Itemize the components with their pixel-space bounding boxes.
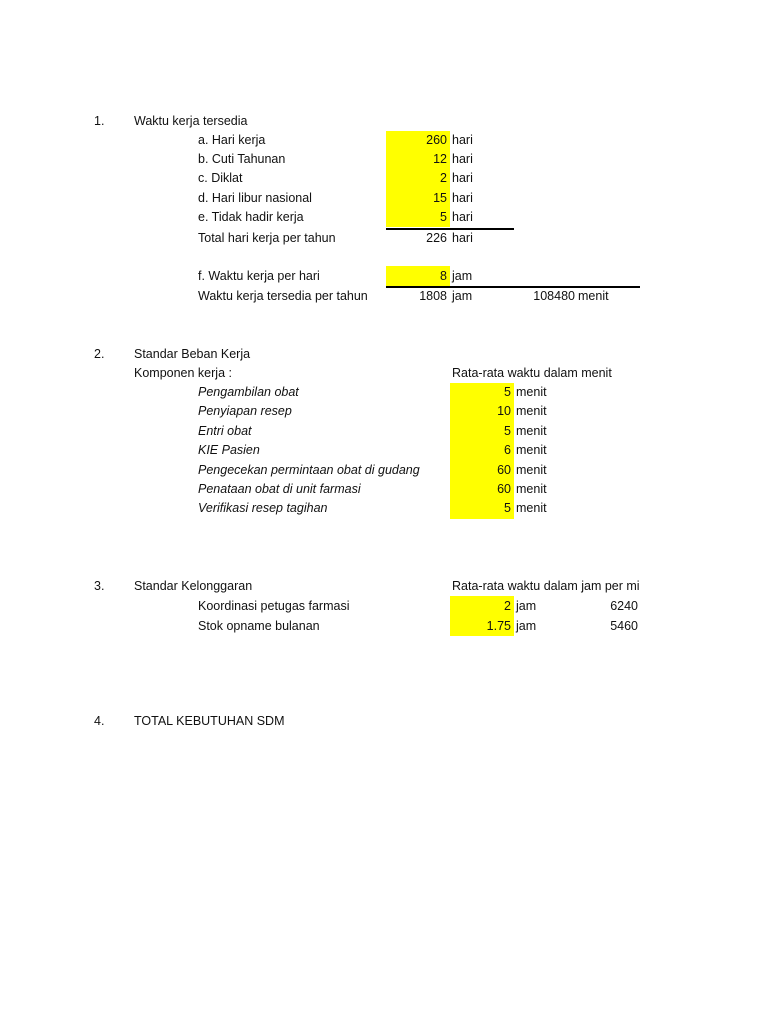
section-1-number: 1. [94, 114, 105, 128]
component-label: Penyiapan resep [198, 404, 292, 418]
total-value[interactable]: 226 [426, 231, 447, 245]
cell-value[interactable]: 1808 [419, 289, 447, 303]
cell-value[interactable]: 6 [504, 443, 511, 457]
cell-value[interactable]: 60 [497, 482, 511, 496]
section-4-title: TOTAL KEBUTUHAN SDM [134, 714, 285, 728]
cell-value[interactable]: 5 [440, 210, 447, 224]
computed-value[interactable]: 5460 [610, 619, 638, 633]
row-label: c. Diklat [198, 171, 243, 185]
section-3-number: 3. [94, 579, 105, 593]
cell-value[interactable]: 10 [497, 404, 511, 418]
component-label: KIE Pasien [198, 443, 260, 457]
column-header: Rata-rata waktu dalam jam per mi [452, 579, 640, 593]
total-label: Total hari kerja per tahun [198, 231, 336, 245]
component-label: Pengecekan permintaan obat di gudang [198, 463, 420, 477]
cell-value[interactable]: 12 [433, 152, 447, 166]
unit-label: jam [452, 289, 473, 303]
component-label: Verifikasi resep tagihan [198, 501, 328, 515]
cell-value[interactable]: 260 [426, 133, 447, 147]
section-2-subtitle: Komponen kerja : [134, 366, 232, 380]
row-label: e. Tidak hadir kerja [198, 210, 304, 224]
row-label: Koordinasi petugas farmasi [198, 599, 350, 613]
column-header: Rata-rata waktu dalam menit [452, 366, 612, 380]
unit-label: jam [516, 599, 537, 613]
section-3-title: Standar Kelonggaran [134, 579, 253, 593]
section-1-title: Waktu kerja tersedia [134, 114, 248, 128]
row-label: d. Hari libur nasional [198, 191, 312, 205]
unit-label: menit [516, 482, 547, 496]
unit-label: menit [578, 289, 609, 303]
cell-value[interactable]: 5 [504, 424, 511, 438]
component-label: Penataan obat di unit farmasi [198, 482, 361, 496]
unit-label: menit [516, 404, 547, 418]
unit-label: hari [452, 231, 473, 245]
row-label: Stok opname bulanan [198, 619, 320, 633]
unit-label: menit [516, 385, 547, 399]
unit-label: menit [516, 463, 547, 477]
section-4-number: 4. [94, 714, 105, 728]
unit-label: hari [452, 133, 473, 147]
component-label: Pengambilan obat [198, 385, 299, 399]
cell-value[interactable]: 8 [440, 269, 447, 283]
unit-label: menit [516, 501, 547, 515]
unit-label: hari [452, 191, 473, 205]
cell-value[interactable]: 15 [433, 191, 447, 205]
minutes-value[interactable]: 108480 [533, 289, 575, 303]
row-label: b. Cuti Tahunan [198, 152, 286, 166]
cell-value[interactable]: 1.75 [486, 619, 511, 633]
cell-value[interactable]: 2 [504, 599, 511, 613]
unit-label: hari [452, 152, 473, 166]
cell-value[interactable]: 60 [497, 463, 511, 477]
unit-label: jam [452, 269, 473, 283]
unit-label: menit [516, 443, 547, 457]
cell-value[interactable]: 5 [504, 385, 511, 399]
unit-label: jam [516, 619, 537, 633]
unit-label: menit [516, 424, 547, 438]
component-label: Entri obat [198, 424, 252, 438]
unit-label: hari [452, 171, 473, 185]
cell-value[interactable]: 2 [440, 171, 447, 185]
section-2-number: 2. [94, 347, 105, 361]
row-label: f. Waktu kerja per hari [198, 269, 320, 283]
unit-label: hari [452, 210, 473, 224]
computed-value[interactable]: 6240 [610, 599, 638, 613]
row-label: a. Hari kerja [198, 133, 266, 147]
cell-value[interactable]: 5 [504, 501, 511, 515]
row-label: Waktu kerja tersedia per tahun [198, 289, 368, 303]
section-2-title: Standar Beban Kerja [134, 347, 251, 361]
